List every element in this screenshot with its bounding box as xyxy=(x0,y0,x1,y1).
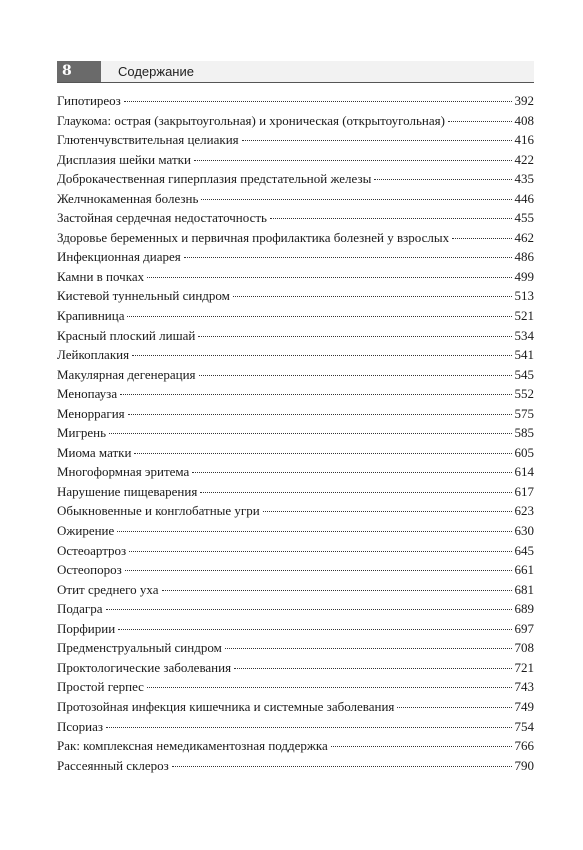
toc-entry-title: Порфирии xyxy=(57,620,116,636)
toc-entry-title: Обыкновенные и конглобатные угри xyxy=(57,503,260,519)
toc-entry-title: Лейкоплакия xyxy=(57,347,130,363)
toc-entry xyxy=(57,150,534,170)
toc-entry-title: Ожирение xyxy=(57,523,115,539)
toc-entry-page: 766 xyxy=(514,738,534,754)
dot-leader xyxy=(233,296,512,297)
toc-entry-page: 749 xyxy=(514,698,534,714)
toc-entry-title: Протозойная инфекция кишечника и системные заболевания xyxy=(57,698,395,714)
toc-entry xyxy=(57,169,534,189)
toc-entry xyxy=(57,267,534,287)
toc-entry xyxy=(57,384,534,404)
toc-entry xyxy=(57,599,534,619)
toc-entry-page: 416 xyxy=(514,132,534,148)
toc-entry-title: Желчнокаменная болезнь xyxy=(57,190,199,206)
toc-entry xyxy=(57,756,534,776)
page-number-box xyxy=(57,61,101,82)
dot-leader xyxy=(199,375,512,376)
toc-entry-page: 630 xyxy=(514,523,534,539)
toc-entry-page: 392 xyxy=(514,93,534,108)
toc-entry xyxy=(57,462,534,482)
toc-entry xyxy=(57,208,534,228)
toc-entry-page: 486 xyxy=(514,249,534,265)
toc-entry-page: 681 xyxy=(514,581,534,597)
dot-leader xyxy=(263,511,512,512)
toc-entry-title: Псориаз xyxy=(57,718,104,734)
toc-entry xyxy=(57,189,534,209)
toc-entry xyxy=(57,423,534,443)
toc-entry-page: 499 xyxy=(514,268,534,284)
toc-entry-title: Меноррагия xyxy=(57,405,125,421)
toc-entry-page: 790 xyxy=(514,757,534,773)
dot-leader xyxy=(448,121,512,122)
toc-entry-title: Подагра xyxy=(57,601,103,617)
toc-entry-title: Рак: комплексная немедикаментозная поддержка xyxy=(57,738,328,754)
dot-leader xyxy=(270,218,512,219)
dot-leader xyxy=(452,238,511,239)
toc-entry-page: 645 xyxy=(514,542,534,558)
toc-entry-title: Проктологические заболевания xyxy=(57,659,232,675)
dot-leader xyxy=(124,101,512,102)
toc-entry xyxy=(57,697,534,717)
table-of-contents xyxy=(57,91,534,775)
dot-leader xyxy=(162,590,512,591)
toc-entry xyxy=(57,736,534,756)
dot-leader xyxy=(117,531,511,532)
toc-entry xyxy=(57,306,534,326)
dot-leader xyxy=(225,648,512,649)
toc-entry xyxy=(57,91,534,111)
toc-entry xyxy=(57,443,534,463)
toc-entry-title: Кистевой туннельный синдром xyxy=(57,288,230,304)
toc-entry-title: Рассеянный склероз xyxy=(57,757,169,773)
toc-entry xyxy=(57,541,534,561)
toc-entry-title: Нарушение пищеварения xyxy=(57,483,198,499)
toc-entry-title: Гипотиреоз xyxy=(57,93,121,108)
toc-entry-page: 697 xyxy=(514,620,534,636)
dot-leader xyxy=(234,668,511,669)
dot-leader xyxy=(242,140,512,141)
toc-entry-title: Инфекционная диарея xyxy=(57,249,181,265)
dot-leader xyxy=(172,766,512,767)
toc-entry-title: Камни в почках xyxy=(57,268,145,284)
dot-leader xyxy=(194,160,512,161)
dot-leader xyxy=(129,551,511,552)
toc-entry-title: Застойная сердечная недостаточность xyxy=(57,210,267,226)
toc-entry-title: Мигрень xyxy=(57,425,107,441)
toc-entry-title: Здоровье беременных и первичная профилактика болезней у взрослых xyxy=(57,229,450,245)
toc-entry-page: 743 xyxy=(514,679,534,695)
toc-entry-page: 614 xyxy=(514,464,534,480)
dot-leader xyxy=(106,609,512,610)
dot-leader xyxy=(106,727,511,728)
toc-entry-page: 623 xyxy=(514,503,534,519)
toc-entry-title: Предменструальный синдром xyxy=(57,640,222,656)
toc-entry xyxy=(57,619,534,639)
toc-entry xyxy=(57,228,534,248)
toc-entry-page: 575 xyxy=(514,405,534,421)
toc-entry-page: 721 xyxy=(514,659,534,675)
toc-entry-page: 689 xyxy=(514,601,534,617)
dot-leader xyxy=(147,687,512,688)
toc-entry xyxy=(57,677,534,697)
header-title: Содержание xyxy=(118,64,194,79)
toc-entry-title: Дисплазия шейки матки xyxy=(57,151,191,167)
toc-entry xyxy=(57,404,534,424)
toc-entry-page: 754 xyxy=(514,718,534,734)
toc-entry-page: 462 xyxy=(514,229,534,245)
toc-entry xyxy=(57,482,534,502)
dot-leader xyxy=(201,199,511,200)
toc-entry-title: Менопауза xyxy=(57,386,118,402)
toc-entry-title: Глаукома: острая (закрытоугольная) и хроническая (открытоугольная) xyxy=(57,112,445,128)
toc-entry-title: Крапивница xyxy=(57,308,125,324)
toc-entry xyxy=(57,580,534,600)
dot-leader xyxy=(374,179,511,180)
toc-entry-page: 708 xyxy=(514,640,534,656)
toc-entry-title: Простой герпес xyxy=(57,679,144,695)
toc-entry-title: Многоформная эритема xyxy=(57,464,190,480)
dot-leader xyxy=(397,707,511,708)
dot-leader xyxy=(331,746,512,747)
page-number: 8 xyxy=(62,63,72,79)
toc-entry-title: Доброкачественная гиперплазия предстательной железы xyxy=(57,171,372,187)
toc-entry xyxy=(57,560,534,580)
toc-entry xyxy=(57,501,534,521)
toc-entry-title: Глютенчувствительная целиакия xyxy=(57,132,239,148)
dot-leader xyxy=(134,453,511,454)
dot-leader xyxy=(192,472,511,473)
dot-leader xyxy=(198,336,511,337)
toc-entry xyxy=(57,286,534,306)
toc-entry xyxy=(57,638,534,658)
toc-entry-title: Отит среднего уха xyxy=(57,581,159,597)
toc-entry-page: 661 xyxy=(514,562,534,578)
header-rule xyxy=(57,82,534,83)
toc-entry xyxy=(57,365,534,385)
toc-entry-page: 552 xyxy=(514,386,534,402)
toc-entry-title: Макулярная дегенерация xyxy=(57,366,196,382)
dot-leader xyxy=(109,433,511,434)
toc-entry-page: 446 xyxy=(514,190,534,206)
dot-leader xyxy=(128,414,512,415)
toc-entry xyxy=(57,130,534,150)
toc-entry-title: Миома матки xyxy=(57,444,132,460)
toc-entry-page: 534 xyxy=(514,327,534,343)
toc-entry-page: 605 xyxy=(514,444,534,460)
dot-leader xyxy=(200,492,511,493)
toc-entry-page: 455 xyxy=(514,210,534,226)
toc-entry xyxy=(57,345,534,365)
toc-entry-page: 435 xyxy=(514,171,534,187)
toc-entry xyxy=(57,247,534,267)
dot-leader xyxy=(118,629,511,630)
dot-leader xyxy=(132,355,511,356)
toc-entry xyxy=(57,521,534,541)
dot-leader xyxy=(125,570,512,571)
dot-leader xyxy=(184,257,512,258)
dot-leader xyxy=(127,316,511,317)
toc-entry-page: 545 xyxy=(514,366,534,382)
toc-entry-page: 422 xyxy=(514,151,534,167)
toc-entry xyxy=(57,326,534,346)
toc-entry-page: 521 xyxy=(514,308,534,324)
dot-leader xyxy=(147,277,511,278)
toc-entry-page: 617 xyxy=(514,483,534,499)
toc-entry-page: 408 xyxy=(514,112,534,128)
toc-entry xyxy=(57,717,534,737)
toc-entry-title: Остеоартроз xyxy=(57,542,127,558)
toc-entry xyxy=(57,111,534,131)
toc-entry-title: Красный плоский лишай xyxy=(57,327,196,343)
toc-entry-title: Остеопороз xyxy=(57,562,122,578)
toc-entry-page: 513 xyxy=(514,288,534,304)
toc-entry-page: 585 xyxy=(514,425,534,441)
toc-entry-page: 541 xyxy=(514,347,534,363)
dot-leader xyxy=(120,394,511,395)
toc-entry xyxy=(57,658,534,678)
page-header xyxy=(57,61,534,82)
